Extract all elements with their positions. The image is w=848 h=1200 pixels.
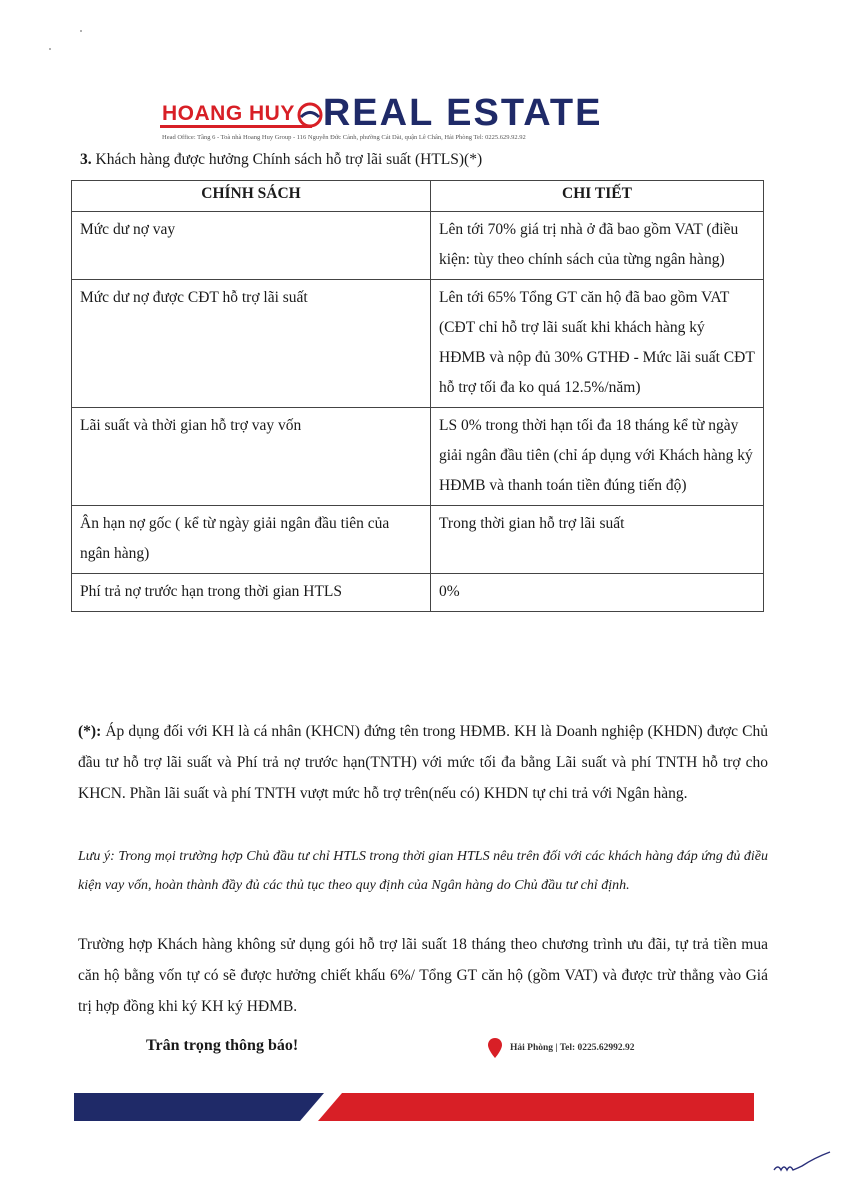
note-paragraph: Lưu ý: Trong mọi trường hợp Chủ đầu tư chỉ HTLS trong thời gian HTLS nêu trên đối với các khách hàng đáp ứng đủ điều kiện vay vốn, hoàn thành đầy đủ các thủ tục theo quy định của Ngân hàng do Chủ đầu tư chỉ định.: [78, 849, 768, 893]
alternative-paragraph: Trường hợp Khách hàng không sử dụng gói hỗ trợ lãi suất 18 tháng theo chương trình ưu đãi, tự trả tiền mua căn hộ bằng vốn tự có sẽ được hưởng chiết khấu 6%/ Tổng GT căn hộ (gồm VAT) và được trừ thẳng vào Giá trị hợp đồng khi ký KH ký HĐMB.: [78, 936, 768, 1015]
section-number: 3.: [80, 151, 92, 168]
policy-cell: Phí trả nợ trước hạn trong thời gian HTLS: [72, 574, 431, 612]
footer-brand-bar: [74, 1093, 754, 1121]
footnote-paragraph: [78, 716, 768, 809]
detail-cell: Lên tới 65% Tổng GT căn hộ đã bao gồm VAT (CĐT chỉ hỗ trợ lãi suất khi khách hàng ký HĐMB và nộp đủ 30% GTHĐ - Mức lãi suất CĐT hỗ trợ tối đa ko quá 12.5%/năm): [431, 280, 764, 408]
table-row: [72, 212, 764, 280]
policy-cell: Mức dư nợ vay: [72, 212, 431, 280]
column-header-policy: CHÍNH SÁCH: [72, 181, 431, 212]
column-header-detail: CHI TIẾT: [431, 181, 764, 212]
scan-speck: [49, 48, 51, 50]
handwritten-signature: [772, 1146, 832, 1176]
table-row: [72, 280, 764, 408]
section-title: Khách hàng được hưởng Chính sách hỗ trợ lãi suất (HTLS)(*): [95, 151, 483, 168]
scan-speck: [80, 30, 82, 32]
section-heading: [80, 151, 482, 169]
detail-cell: LS 0% trong thời hạn tối đa 18 tháng kể từ ngày giải ngân đầu tiên (chỉ áp dụng với Khách hàng ký HĐMB và thanh toán tiền đúng tiến độ): [431, 408, 764, 506]
head-office-line: Head Office: Tầng 6 - Toà nhà Hoang Huy Group - 116 Nguyễn Đức Cảnh, phường Cát Dài, quận Lê Chân, Hải Phòng Tel: 0225.629.92.92: [162, 134, 526, 141]
policy-cell: Ân hạn nợ gốc ( kể từ ngày giải ngân đầu tiên của ngân hàng): [72, 506, 431, 574]
location-pin-icon: [488, 1038, 502, 1058]
table-row: [72, 574, 764, 612]
detail-cell: Trong thời gian hỗ trợ lãi suất: [431, 506, 764, 574]
detail-cell: Lên tới 70% giá trị nhà ở đã bao gồm VAT (điều kiện: tùy theo chính sách của từng ngân hàng): [431, 212, 764, 280]
policy-cell: Lãi suất và thời gian hỗ trợ vay vốn: [72, 408, 431, 506]
detail-cell: 0%: [431, 574, 764, 612]
policy-table: [71, 180, 764, 612]
logo-brand-right: REAL ESTATE: [322, 92, 603, 134]
table-row: [72, 506, 764, 574]
logo-brand-left: HOANG HUY: [162, 102, 295, 125]
closing-text: Trân trọng thông báo!: [146, 1037, 299, 1054]
table-header-row: [72, 181, 764, 212]
footnote-marker: (*):: [78, 723, 102, 740]
table-row: [72, 408, 764, 506]
contact-line: Hải Phòng | Tel: 0225.62992.92: [510, 1043, 635, 1053]
footnote-text: Áp dụng đối với KH là cá nhân (KHCN) đứng tên trong HĐMB. KH là Doanh nghiệp (KHDN) được Chủ đầu tư hỗ trợ lãi suất và Phí trả nợ trước hạn(TNTH) với mức tối đa bằng Lãi suất và phí TNTH hỗ trợ cho KHCN. Phần lãi suất và phí TNTH vượt mức hỗ trợ trên(nếu có) KHDN tự chi trả với Ngân hàng.: [78, 723, 768, 802]
policy-cell: Mức dư nợ được CĐT hỗ trợ lãi suất: [72, 280, 431, 408]
logo-underline: [160, 125, 312, 128]
